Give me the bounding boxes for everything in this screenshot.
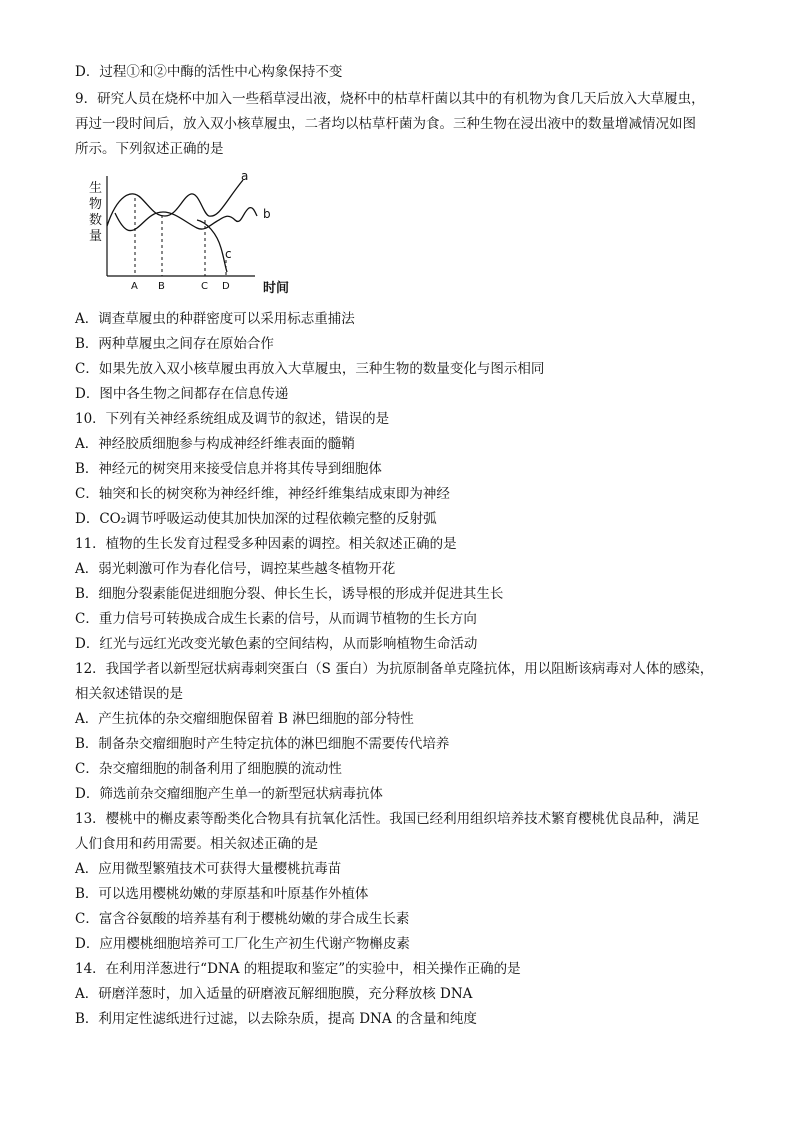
option-line: A．产生抗体的杂交瘤细胞保留着 B 淋巴细胞的部分特性 xyxy=(75,711,414,727)
text-line: 所示。下列叙述正确的是 xyxy=(75,141,224,157)
curve-label-b: b xyxy=(263,207,271,221)
text-line: D．过程①和②中酶的活性中心构象保持不变 xyxy=(75,64,343,80)
option-line: C．如果先放入双小核草履虫再放入大草履虫，三种生物的数量变化与图示相同 xyxy=(75,361,545,377)
option-line: B．两种草履虫之间存在原始合作 xyxy=(75,336,274,352)
option-line: B．可以选用樱桃幼嫩的芽原基和叶原基作外植体 xyxy=(75,886,369,902)
ylabel-char: 数 xyxy=(89,213,103,228)
text-line: 人们食用和药用需要。相关叙述正确的是 xyxy=(75,836,318,852)
option-line: D．应用樱桃细胞培养可工厂化生产初生代谢产物槲皮素 xyxy=(75,936,410,952)
option-line: D．图中各生物之间都存在信息传递 xyxy=(75,386,289,402)
question-10-stem: 10．下列有关神经系统组成及调节的叙述，错误的是 xyxy=(75,411,390,427)
option-line: B．利用定性滤纸进行过滤，以去除杂质，提高 DNA 的含量和纯度 xyxy=(75,1011,477,1027)
option-line: C．轴突和长的树突称为神经纤维，神经纤维集结成束即为神经 xyxy=(75,486,450,502)
option-line: B．细胞分裂素能促进细胞分裂、伸长生长，诱导根的形成并促进其生长 xyxy=(75,586,504,602)
question-12-stem: 12．我国学者以新型冠状病毒刺突蛋白（S 蛋白）为抗原制备单克隆抗体，用以阻断该病毒对人体的感染， xyxy=(75,661,714,677)
xlabel: 时间 xyxy=(263,281,290,296)
option-line: D．红光与远红光改变光敏色素的空间结构，从而影响植物生命活动 xyxy=(75,636,478,652)
ylabel-char: 生 xyxy=(89,181,103,196)
tick-label-A: A xyxy=(131,281,138,292)
option-line: A．调查草履虫的种群密度可以采用标志重捕法 xyxy=(75,311,355,327)
option-line: B．制备杂交瘤细胞时产生特定抗体的淋巴细胞不需要传代培养 xyxy=(75,736,450,752)
tick-label-B: B xyxy=(158,281,165,292)
option-line: A．研磨洋葱时，加入适量的研磨液瓦解细胞膜，充分释放核 DNA xyxy=(75,986,473,1002)
curve-c xyxy=(197,220,227,272)
option-line: A．神经胶质细胞参与构成神经纤维表面的髓鞘 xyxy=(75,436,355,452)
option-line: D．CO₂调节呼吸运动使其加快加深的过程依赖完整的反射弧 xyxy=(75,511,437,527)
option-line: C．重力信号可转换成合成生长素的信号，从而调节植物的生长方向 xyxy=(75,611,477,627)
question-11-stem: 11．植物的生长发育过程受多种因素的调控。相关叙述正确的是 xyxy=(75,536,457,552)
text-line: 再过一段时间后，放入双小核草履虫，二者均以枯草杆菌为食。三种生物在浸出液中的数量增减情况如图 xyxy=(75,116,696,132)
question-13-stem: 13．樱桃中的槲皮素等酚类化合物具有抗氧化活性。我国已经利用组织培养技术繁育樱桃优良品种，满足 xyxy=(75,811,700,827)
ylabel-char: 量 xyxy=(89,229,103,244)
ylabel-char: 物 xyxy=(89,197,103,212)
text-line: 相关叙述错误的是 xyxy=(75,686,183,702)
curve-label-c: c xyxy=(225,247,232,261)
option-line: C．杂交瘤细胞的制备利用了细胞膜的流动性 xyxy=(75,761,342,777)
tick-label-C: C xyxy=(201,281,208,292)
option-line: B．神经元的树突用来接受信息并将其传导到细胞体 xyxy=(75,461,382,477)
tick-label-D: D xyxy=(222,281,230,292)
option-line: A．弱光刺激可作为春化信号，调控某些越冬植物开花 xyxy=(75,561,396,577)
option-line: A．应用微型繁殖技术可获得大量樱桃抗毒苗 xyxy=(75,861,342,877)
option-line: D．筛选前杂交瘤细胞产生单一的新型冠状病毒抗体 xyxy=(75,786,383,802)
question-14-stem: 14．在利用洋葱进行“DNA 的粗提取和鉴定”的实验中，相关操作正确的是 xyxy=(75,961,521,977)
curve-a xyxy=(107,180,243,226)
question-9-stem: 9．研究人员在烧杯中加入一些稻草浸出液，烧杯中的枯草杆菌以其中的有机物为食几天后放入大草履虫， xyxy=(75,91,705,107)
curve-label-a: a xyxy=(241,169,249,183)
option-line: C．富含谷氨酸的培养基有利于樱桃幼嫩的芽合成生长素 xyxy=(75,911,410,927)
population-curve-figure xyxy=(85,168,295,298)
curve-b xyxy=(115,208,257,231)
